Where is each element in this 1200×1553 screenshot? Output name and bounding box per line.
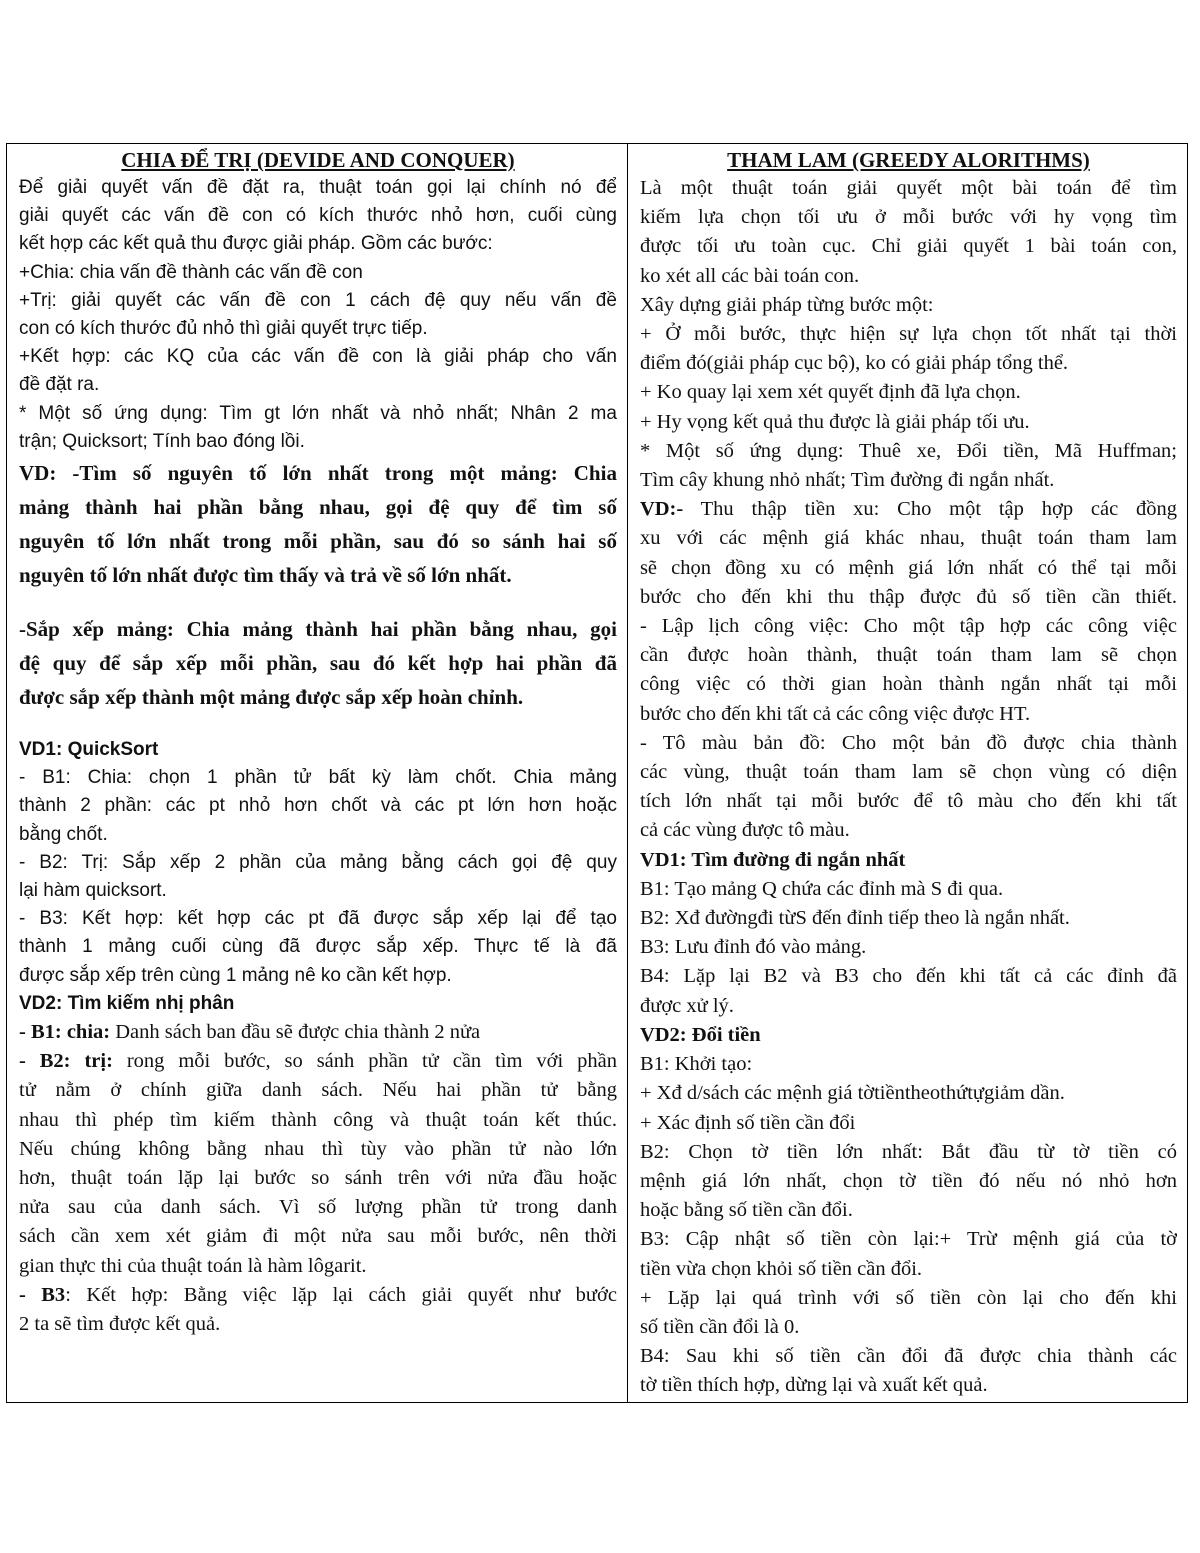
text-line: sẽ chọn đồng xu có mệnh giá lớn nhất có thể tại mỗi <box>639 556 1177 579</box>
text-line: sách cần xem xét giảm đi một nửa sau mỗi bước, nên thời <box>19 1225 617 1248</box>
text-line: +Kết hợp: các KQ của các vấn đề con là giải pháp cho vấn <box>19 346 617 368</box>
text-line: bước cho đến khi tất cả các công việc được HT. <box>639 702 1031 725</box>
text-line: - B1: Chia: chọn 1 phần tử bất kỳ làm chốt. Chia mảng <box>19 767 617 789</box>
text-line: mệnh giá lớn nhất, chọn tờ tiền đó nếu nó nhỏ hơn <box>639 1169 1177 1192</box>
text-line: tờ tiền thích hợp, dừng lại và xuất kết quả. <box>639 1374 988 1397</box>
left-heading: CHIA ĐỂ TRỊ (DEVIDE AND CONQUER) <box>121 148 515 172</box>
text-line: tiền vừa chọn khỏi số tiền cần đổi. <box>639 1257 923 1280</box>
text-line: hoặc bằng số tiền cần đổi. <box>639 1199 853 1222</box>
text-line: - B1: chia: Danh sách ban đầu sẽ được chia thành 2 nửa <box>19 1021 481 1044</box>
text-line: Là một thuật toán giải quyết một bài toán để tìm <box>639 177 1177 199</box>
text-line: B4: Sau khi số tiền cần đổi đã được chia thành các <box>639 1345 1177 1368</box>
text-line: Tìm cây khung nhỏ nhất; Tìm đường đi ngắn nhất. <box>639 469 1055 492</box>
left-example-block <box>19 456 617 592</box>
text-line: bằng chốt. <box>19 823 108 845</box>
text-line: B1: Tạo mảng Q chứa các đỉnh mà S đi qua. <box>639 877 1004 900</box>
left-column <box>7 144 628 1402</box>
text-line: được xử lý. <box>639 994 734 1017</box>
text-line: -Sắp xếp mảng: Chia mảng thành hai phần bằng nhau, gọi <box>19 617 617 642</box>
text-line: điểm đó(giải pháp cục bộ), ko có giải pháp tổng thể. <box>639 352 1069 375</box>
text-line: VD: -Tìm số nguyên tố lớn nhất trong một mảng: Chia <box>19 461 617 486</box>
text-line: thành 1 mảng cuối cùng đã được sắp xếp. Thực tế là đã <box>19 936 617 958</box>
text-line: hơn, thuật toán lặp lại bước so sánh trên với nửa đầu hoặc <box>19 1167 617 1190</box>
text-line: nguyên tố lớn nhất trong mỗi phần, sau đó so sánh hai số <box>19 529 617 554</box>
text-line: + Ko quay lại xem xét quyết định đã lựa chọn. <box>639 381 1021 404</box>
text-line: tử nằm ở chính giữa danh sách. Nếu hai phần tử bằng <box>19 1079 617 1102</box>
text-line: B4: Lặp lại B2 và B3 cho đến khi tất cả các đỉnh đã <box>639 965 1177 988</box>
text-line: Để giải quyết vấn đề đặt ra, thuật toán gọi lại chính nó để <box>19 177 617 198</box>
text-line: được sắp xếp trên cùng 1 mảng nê ko cần kết hợp. <box>19 964 452 986</box>
text-line: kiếm lựa chọn tối ưu ở mỗi bước với hy vọng tìm <box>639 206 1177 229</box>
right-column <box>628 144 1187 1402</box>
text-line: Nếu chúng không bằng nhau thì tùy vào phần tử nào lớn <box>19 1137 617 1160</box>
text-line: + Lặp lại quá trình với số tiền còn lại cho đến khi <box>639 1286 1177 1309</box>
text-line: * Một số ứng dụng: Tìm gt lớn nhất và nhỏ nhất; Nhân 2 ma <box>19 402 617 424</box>
text-line: trận; Quicksort; Tính bao đóng lồi. <box>19 430 305 452</box>
left-sort-block <box>19 612 617 714</box>
text-line: bước cho đến khi thu thập được đủ số tiền cần thiết. <box>639 585 1177 608</box>
text-line: B2: Xđ đườngđi từS đến đỉnh tiếp theo là ngắn nhất. <box>639 907 1070 930</box>
text-line: - B2: Trị: Sắp xếp 2 phần của mảng bằng cách gọi đệ quy <box>19 851 617 873</box>
text-line: Xây dựng giải pháp từng bước một: <box>639 293 934 316</box>
text-line: B3: Cập nhật số tiền còn lại:+ Trừ mệnh giá của tờ <box>639 1228 1177 1251</box>
text-line: tích lớn nhất tại mỗi bước để tô màu cho đến khi tất <box>639 790 1177 813</box>
text-line: +Chia: chia vấn đề thành các vấn đề con <box>19 261 363 283</box>
right-intro <box>640 174 1177 1401</box>
vd-label: VD:- <box>639 498 684 521</box>
text-line: đệ quy để sắp xếp mỗi phần, sau đó kết hợp hai phần đã <box>19 651 617 676</box>
text-line: được tối ưu toàn cục. Chỉ giải quyết 1 bài toán con, <box>639 235 1177 258</box>
text-line: cả các vùng được tô màu. <box>639 819 850 842</box>
vd2-title: VD2: Tìm kiếm nhị phân <box>19 992 235 1014</box>
text-line: các vùng, thuật toán tham lam sẽ chọn vùng có diện <box>639 761 1177 784</box>
left-vd2-block <box>19 1018 617 1339</box>
left-vd1-block <box>19 736 617 1018</box>
text-line: thành 2 phần: các pt nhỏ hơn chốt và các pt lớn hơn hoặc <box>19 795 617 817</box>
text-line: 2 ta sẽ tìm được kết quả. <box>19 1313 221 1336</box>
vd1-title: VD1: QuickSort <box>19 739 159 761</box>
text-line: - B2: trị: rong mỗi bước, so sánh phần tử cần tìm với phần <box>19 1050 617 1073</box>
text-line: cần được hoàn thành, thuật toán tham lam sẽ chọn <box>639 644 1177 667</box>
text-line: mảng thành hai phần bằng nhau, gọi đệ quy để tìm số <box>19 495 617 520</box>
text-line: - Tô màu bản đồ: Cho một bản đồ được chia thành <box>639 731 1177 754</box>
left-intro <box>19 174 617 456</box>
text-line: ko xét all các bài toán con. <box>639 264 860 287</box>
text-line: + Ở mỗi bước, thực hiện sự lựa chọn tốt nhất tại thời <box>639 323 1177 346</box>
text-line: B2: Chọn tờ tiền lớn nhất: Bắt đầu từ tờ tiền có <box>639 1140 1177 1163</box>
text-line: nguyên tố lớn nhất được tìm thấy và trả về số lớn nhất. <box>19 563 512 588</box>
text-line: VD:- Thu thập tiền xu: Cho một tập hợp các đồng <box>639 498 1177 521</box>
text-line: con có kích thước đủ nhỏ thì giải quyết trực tiếp. <box>19 318 428 340</box>
text-line: kết hợp các kết quả thu được giải pháp. Gồm các bước: <box>19 233 493 255</box>
text-line: B1: Khởi tạo: <box>639 1053 753 1076</box>
text-line: nửa sau của danh sách. Vì số lượng phần tử trong danh <box>19 1196 617 1219</box>
comparison-table <box>6 143 1188 1403</box>
text-line: gian thực thi của thuật toán là hàm lôgarit. <box>19 1254 367 1277</box>
text-line: - B3: Kết hợp: kết hợp các pt đã được sắp xếp lại để tạo <box>19 908 617 930</box>
text-line: số tiền cần đổi là 0. <box>639 1315 800 1338</box>
text-line: * Một số ứng dụng: Thuê xe, Đổi tiền, Mã Huffman; <box>639 439 1177 462</box>
vd1-title: VD1: Tìm đường đi ngắn nhất <box>639 848 906 871</box>
text-line: lại hàm quicksort. <box>19 880 167 902</box>
text-line: + Xác định số tiền cần đổi <box>639 1111 856 1134</box>
text-line: +Trị: giải quyết các vấn đề con 1 cách đệ quy nếu vấn đề <box>19 289 617 311</box>
text-line: công việc có thời gian hoàn thành ngắn nhất tại mỗi <box>639 673 1177 696</box>
text-line: + Xđ d/sách các mệnh giá tờtiềntheothứtựgiảm dần. <box>639 1082 1065 1105</box>
text-line: - Lập lịch công việc: Cho một tập hợp các công việc <box>639 615 1177 638</box>
text-line: B3: Lưu đỉnh đó vào mảng. <box>639 936 867 959</box>
text-line: đề đặt ra. <box>19 374 100 396</box>
spacer <box>19 592 617 612</box>
vd-label: VD: <box>19 461 57 486</box>
text-line: + Hy vọng kết quả thu được là giải pháp tối ưu. <box>639 410 1030 433</box>
text-line: được sắp xếp thành một mảng được sắp xếp hoàn chỉnh. <box>19 685 524 710</box>
text-line: xu với các mệnh giá khác nhau, thuật toán tham lam <box>639 527 1177 550</box>
text-line: - B3: Kết hợp: Bằng việc lặp lại cách giải quyết như bước <box>19 1283 617 1306</box>
text-line: giải quyết các vấn đề con có kích thước nhỏ hơn, cuối cùng <box>19 205 617 227</box>
text-line: nhau thì phép tìm kiếm thành công và thuật toán kết thúc. <box>19 1108 617 1131</box>
right-heading: THAM LAM (GREEDY ALORITHMS) <box>727 148 1090 172</box>
vd2-title: VD2: Đổi tiền <box>639 1023 761 1046</box>
spacer <box>19 714 617 736</box>
